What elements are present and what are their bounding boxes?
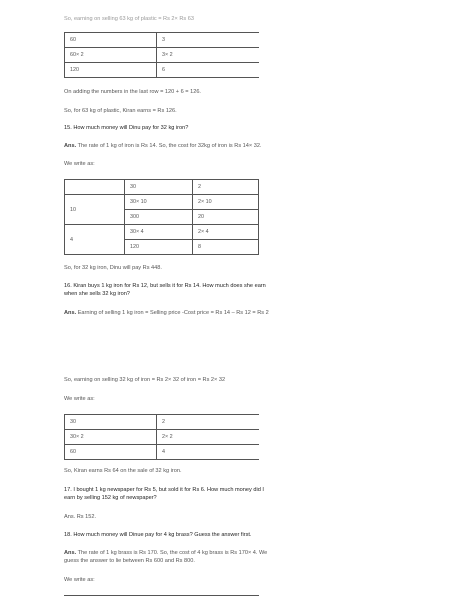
answer-17: Ans. Rs 152. (64, 514, 97, 520)
table-row: 30× 2 2× 2 (65, 430, 260, 445)
table-row: 4 30× 4 2× 4 (65, 225, 259, 240)
table-plastic (64, 32, 259, 78)
earning-line: So, earning on selling 32 kg of iron = Rs 2× 32 of iron = Rs 2× 32 (64, 377, 226, 383)
question-16-line2: when she sells 32 kg iron? (64, 291, 130, 297)
conclusion-line: So, Kiran earns Rs 64 on the sale of 32 kg iron. (64, 468, 182, 474)
table-row: 300 20 (65, 210, 259, 225)
answer-text: The rate of 1 kg of iron is Rs 14. So, the cost for 32kg of iron is Rs 14× 32. (77, 143, 262, 149)
we-write-label: We write as: (64, 161, 95, 167)
table-row: 60 3 (65, 33, 260, 48)
question-17-line2: earn by selling 152 kg of newspaper? (64, 495, 157, 501)
table-row: 120 8 (65, 240, 259, 255)
answer-18-line2: guess the answer to lie between Rs 600 and Rs 800. (64, 558, 195, 564)
answer-label: Ans. (64, 310, 77, 316)
answer-text: Earning of selling 1 kg iron = Selling price -Cost price = Rs 14 – Rs 12 = Rs 2 (77, 310, 269, 316)
answer-18-line1 (64, 550, 267, 557)
question-15: 15. How much money will Dinu pay for 32 kg iron? (64, 125, 189, 131)
table-row: 120 6 (65, 63, 260, 78)
table-iron (64, 179, 259, 255)
table-row: 30 2 (65, 415, 260, 430)
table-row: 10 30× 10 2× 10 (65, 195, 259, 210)
table-row: 60 4 (65, 445, 260, 460)
we-write-label: We write as: (64, 577, 95, 583)
conclusion-line: So, for 63 kg of plastic, Kiran earns = Rs 126. (64, 108, 177, 114)
sum-line: On adding the numbers in the last row = 120 + 6 = 126. (64, 89, 201, 95)
answer-16 (64, 310, 269, 317)
conclusion-line: So, for 32 kg iron, Dinu will pay Rs 448. (64, 265, 162, 271)
answer-label: Ans. (64, 143, 77, 149)
question-16-line1: 16. Kiran buys 1 kg iron for Rs 12, but sells it for Rs 14. How much does she earn (64, 283, 266, 289)
answer-label: Ans. (64, 550, 77, 556)
question-17-line1: 17. I bought 1 kg newspaper for Rs 5, but sold it for Rs 6. How much money did I (64, 487, 264, 493)
top-line: So, earning on selling 63 kg of plastic = Rs 2× Rs 63 (64, 16, 194, 22)
table-top-border (64, 595, 259, 596)
answer-15 (64, 143, 262, 150)
table-iron-earning (64, 414, 259, 460)
question-18: 18. How much money will Dinue pay for 4 kg brass? Guess the answer first. (64, 532, 252, 538)
table-row: 30 2 (65, 180, 259, 195)
we-write-label: We write as: (64, 396, 95, 402)
answer-text: The rate of 1 kg brass is Rs 170. So, the cost of 4 kg brass is Rs 170× 4. We (77, 550, 268, 556)
table-row: 60× 2 3× 2 (65, 48, 260, 63)
